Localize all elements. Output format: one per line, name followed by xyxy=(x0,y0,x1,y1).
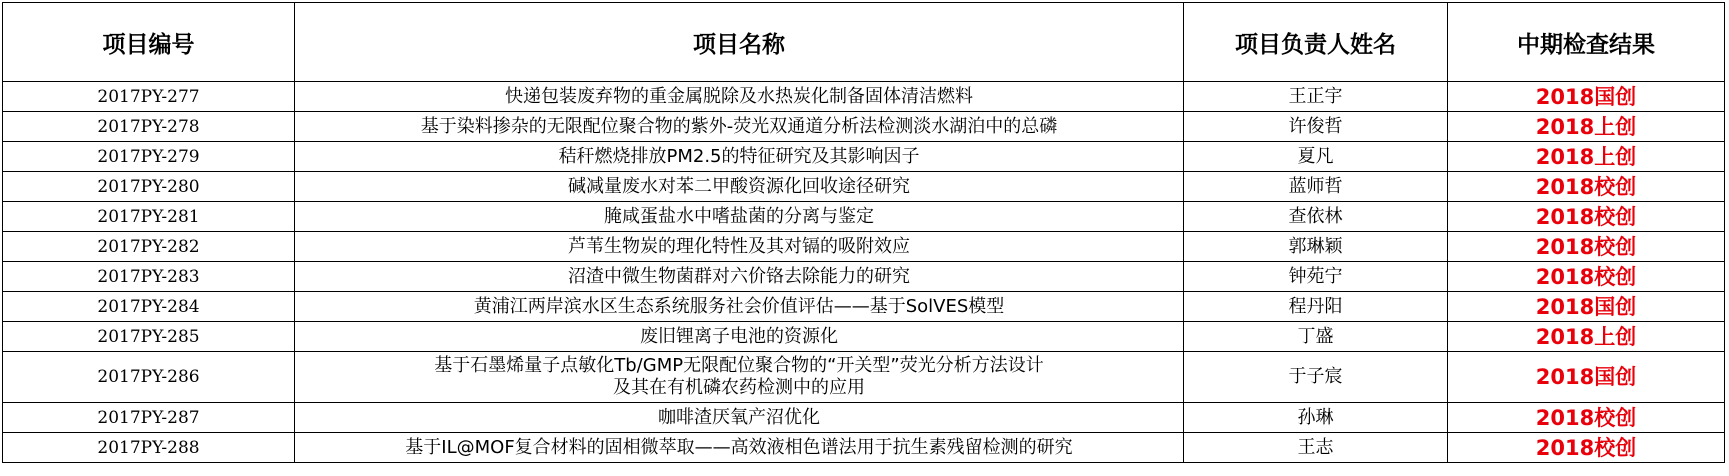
midterm-result-cell: 2018校创 xyxy=(1448,202,1725,232)
header-project-leader: 项目负责人姓名 xyxy=(1184,3,1448,82)
midterm-result-cell: 2018校创 xyxy=(1448,262,1725,292)
project-leader-cell: 于子宸 xyxy=(1184,352,1448,403)
project-leader-cell: 钟苑宁 xyxy=(1184,262,1448,292)
midterm-result-cell: 2018校创 xyxy=(1448,433,1725,463)
header-midterm-result: 中期检查结果 xyxy=(1448,3,1725,82)
project-name-line: 快递包装废弃物的重金属脱除及水热炭化制备固体清洁燃料 xyxy=(505,85,973,107)
project-table xyxy=(2,2,1725,463)
project-name-line: 黄浦江两岸滨水区生态系统服务社会价值评估——基于SolVES模型 xyxy=(473,295,1005,317)
header-project-code: 项目编号 xyxy=(3,3,295,82)
project-leader-cell: 王志 xyxy=(1184,433,1448,463)
midterm-result-cell: 2018校创 xyxy=(1448,232,1725,262)
project-leader-cell: 程丹阳 xyxy=(1184,292,1448,322)
project-name-line: 腌咸蛋盐水中嗜盐菌的分离与鉴定 xyxy=(604,205,874,227)
midterm-result-cell: 2018上创 xyxy=(1448,142,1725,172)
project-name-cell xyxy=(295,202,1184,232)
project-code-cell: 2017PY-283 xyxy=(3,262,295,292)
project-name-line: 沼渣中微生物菌群对六价铬去除能力的研究 xyxy=(568,265,910,287)
project-code-cell: 2017PY-286 xyxy=(3,352,295,403)
project-leader-cell: 郭琳颖 xyxy=(1184,232,1448,262)
project-code-cell: 2017PY-281 xyxy=(3,202,295,232)
project-name-cell xyxy=(295,232,1184,262)
project-code-cell: 2017PY-284 xyxy=(3,292,295,322)
project-leader-cell: 王正宇 xyxy=(1184,82,1448,112)
project-code-cell: 2017PY-285 xyxy=(3,322,295,352)
project-code-cell: 2017PY-279 xyxy=(3,142,295,172)
project-leader-cell: 夏凡 xyxy=(1184,142,1448,172)
table-row xyxy=(3,202,1725,232)
project-code-cell: 2017PY-287 xyxy=(3,403,295,433)
project-leader-cell: 孙琳 xyxy=(1184,403,1448,433)
project-leader-cell: 许俊哲 xyxy=(1184,112,1448,142)
header-row xyxy=(3,3,1725,82)
table-row xyxy=(3,262,1725,292)
table-row xyxy=(3,322,1725,352)
project-leader-cell: 蓝师哲 xyxy=(1184,172,1448,202)
project-name-cell xyxy=(295,142,1184,172)
project-name-line: 基于染料掺杂的无限配位聚合物的紫外-荧光双通道分析法检测淡水湖泊中的总磷 xyxy=(420,115,1058,137)
table-row xyxy=(3,433,1725,463)
project-name-cell xyxy=(295,172,1184,202)
project-name-cell xyxy=(295,403,1184,433)
midterm-result-cell: 2018国创 xyxy=(1448,292,1725,322)
project-name-line: 及其在有机磷农药检测中的应用 xyxy=(613,377,865,398)
project-name-cell xyxy=(295,433,1184,463)
project-code-cell: 2017PY-280 xyxy=(3,172,295,202)
table-row xyxy=(3,172,1725,202)
table-row xyxy=(3,232,1725,262)
midterm-result-cell: 2018上创 xyxy=(1448,322,1725,352)
project-name-line: 秸秆燃烧排放PM2.5的特征研究及其影响因子 xyxy=(558,145,920,167)
project-results-sheet xyxy=(2,2,1724,463)
project-name-cell xyxy=(295,322,1184,352)
table-row xyxy=(3,82,1725,112)
project-name-cell xyxy=(295,292,1184,322)
midterm-result-cell: 2018校创 xyxy=(1448,172,1725,202)
project-code-cell: 2017PY-278 xyxy=(3,112,295,142)
table-row xyxy=(3,292,1725,322)
table-row xyxy=(3,142,1725,172)
midterm-result-cell: 2018国创 xyxy=(1448,82,1725,112)
project-name-line: 基于石墨烯量子点敏化Tb/GMP无限配位聚合物的“开关型”荧光分析方法设计 xyxy=(434,355,1044,376)
midterm-result-cell: 2018国创 xyxy=(1448,352,1725,403)
midterm-result-cell: 2018校创 xyxy=(1448,403,1725,433)
project-name-cell xyxy=(295,82,1184,112)
project-name-cell xyxy=(295,352,1184,403)
header-project-name: 项目名称 xyxy=(295,3,1184,82)
table-row xyxy=(3,352,1725,403)
project-name-cell xyxy=(295,262,1184,292)
project-leader-cell: 丁盛 xyxy=(1184,322,1448,352)
project-name-line: 咖啡渣厌氧产沼优化 xyxy=(658,406,820,428)
project-leader-cell: 查依林 xyxy=(1184,202,1448,232)
table-row xyxy=(3,112,1725,142)
project-name-line: 基于IL@MOF复合材料的固相微萃取——高效液相色谱法用于抗生素残留检测的研究 xyxy=(405,436,1073,458)
project-name-line: 废旧锂离子电池的资源化 xyxy=(640,325,838,347)
table-row xyxy=(3,403,1725,433)
midterm-result-cell: 2018上创 xyxy=(1448,112,1725,142)
project-name-cell xyxy=(295,112,1184,142)
project-code-cell: 2017PY-282 xyxy=(3,232,295,262)
table-body xyxy=(3,82,1725,463)
project-name-line: 芦苇生物炭的理化特性及其对镉的吸附效应 xyxy=(568,235,910,257)
project-name-line: 碱减量废水对苯二甲酸资源化回收途径研究 xyxy=(568,175,910,197)
project-code-cell: 2017PY-277 xyxy=(3,82,295,112)
project-code-cell: 2017PY-288 xyxy=(3,433,295,463)
